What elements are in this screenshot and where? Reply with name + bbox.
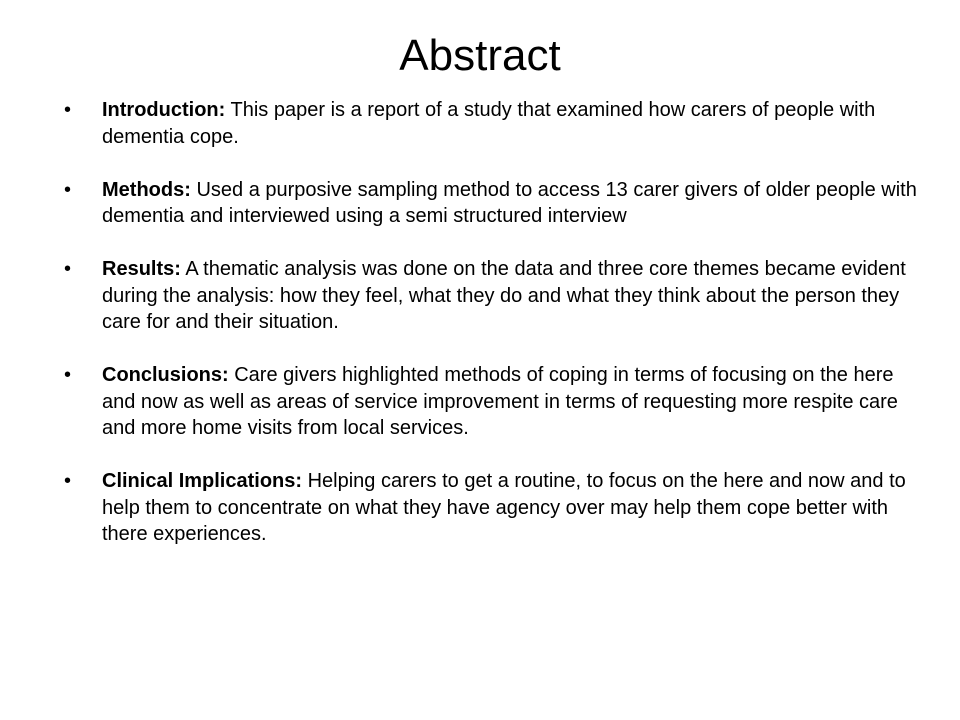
bullet-introduction xyxy=(60,97,920,150)
bullet-methods xyxy=(60,177,920,230)
bullet-text: This paper is a report of a study that examined how carers of people with dementia cope. xyxy=(102,99,876,148)
bullet-label: Clinical Implications: xyxy=(102,470,303,492)
bullet-label: Conclusions: xyxy=(102,364,229,386)
bullet-label: Introduction: xyxy=(102,99,226,121)
bullet-text: A thematic analysis was done on the data and three core themes became evident during the analysis: how they feel, what they do and what they think about the person they care for and their situation. xyxy=(102,258,906,333)
bullet-results xyxy=(60,256,920,336)
bullet-icon: • xyxy=(64,470,72,492)
bullet-label: Results: xyxy=(102,258,181,280)
bullet-text: Care givers highlighted methods of coping in terms of focusing on the here and now as well as areas of service improvement in terms of requesting more respite care and more home visits from local services. xyxy=(102,364,898,439)
bullet-icon: • xyxy=(64,258,72,280)
slide-title: Abstract xyxy=(399,31,561,80)
bullet-conclusions xyxy=(60,362,920,442)
bullet-clinical-implications xyxy=(60,468,920,548)
bullet-icon: • xyxy=(64,99,72,121)
bullet-text: Used a purposive sampling method to access 13 carer givers of older people with dementia and interviewed using a semi structured interview xyxy=(102,178,917,227)
bullet-label: Methods: xyxy=(102,178,191,201)
bullet-icon: • xyxy=(64,178,72,201)
abstract-bullet-list xyxy=(60,97,920,548)
bullet-icon: • xyxy=(64,364,72,386)
bullet-text: Helping carers to get a routine, to focus on the here and now and to help them to concentrate on what they have agency over may help them cope better with there experiences. xyxy=(102,470,906,545)
